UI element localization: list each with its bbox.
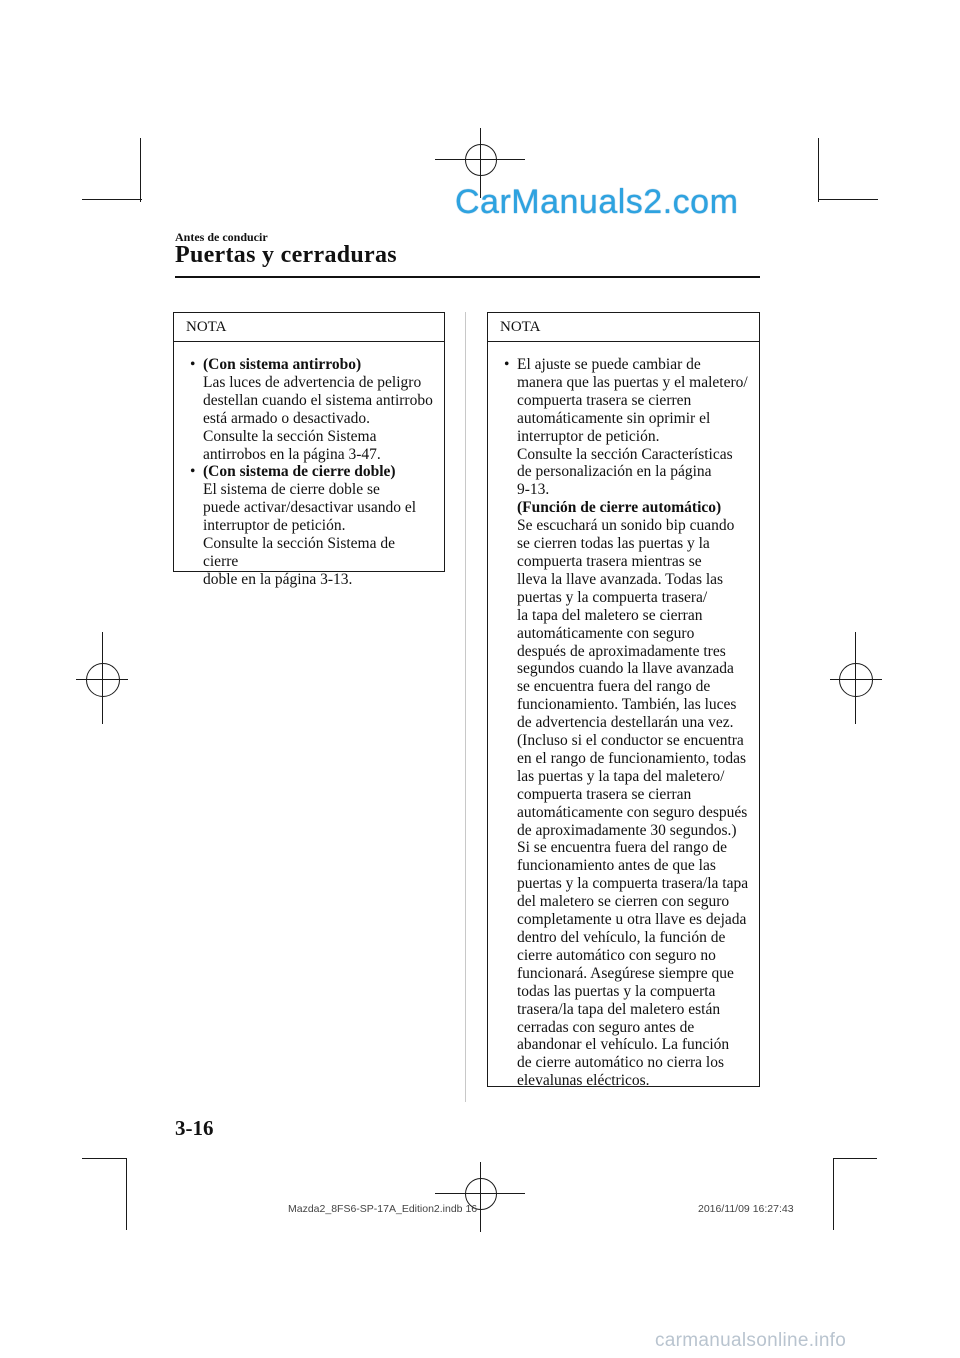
text-line: interruptor de petición.	[203, 517, 346, 535]
note-heading: NOTA	[174, 313, 444, 342]
footer-file-name: Mazda2_8FS6-SP-17A_Edition2.indb 16	[288, 1203, 478, 1215]
text-line: está armado o desactivado.	[203, 409, 370, 427]
note-box-left	[173, 312, 445, 588]
text-line: antirrobos en la página 3-47.	[203, 445, 381, 463]
text-line: (Incluso si el conductor se encuentra	[517, 732, 744, 750]
text-line: en el rango de funcionamiento, todas	[517, 749, 746, 767]
text-line: compuerta trasera se cierren	[517, 391, 692, 409]
text-line: se encuentra fuera del rango de	[517, 678, 711, 696]
note-item-heading: (Función de cierre automático)	[517, 499, 722, 517]
text-line: después de aproximadamente tres	[517, 642, 726, 660]
text-line: de aproximadamente 30 segundos.)	[517, 821, 737, 839]
text-line: trasera/la tapa del maletero están	[517, 1000, 721, 1018]
text-line: 9-13.	[517, 481, 550, 499]
bullet-icon: •	[190, 356, 196, 373]
text-line: doble en la página 3-13.	[203, 570, 353, 588]
text-line: Si se encuentra fuera del rango de	[517, 839, 728, 857]
text-line: funcionamiento. También, las luces	[517, 696, 737, 714]
text-line: automáticamente con seguro	[517, 624, 695, 642]
text-line: automáticamente sin oprimir el	[517, 409, 711, 427]
watermark-bottom: carmanualsonline.info	[655, 1330, 847, 1351]
note-box-right	[487, 312, 760, 1090]
text-line: segundos cuando la llave avanzada	[517, 660, 734, 678]
text-line: del maletero se cierren con seguro	[517, 893, 730, 911]
note-body	[174, 342, 444, 589]
note-heading: NOTA	[488, 313, 759, 342]
section-label: Antes de conducir	[175, 230, 268, 244]
bullet-icon: •	[504, 356, 510, 373]
text-line: completamente u otra llave es dejada	[517, 911, 747, 929]
column-divider	[465, 312, 466, 1102]
text-line: compuerta trasera mientras se	[517, 552, 702, 570]
text-line: funcionará. Asegúrese siempre que	[517, 964, 734, 982]
text-line: destellan cuando el sistema antirrobo	[203, 391, 433, 409]
text-line: El ajuste se puede cambiar de	[517, 356, 701, 373]
text-line: lleva la llave avanzada. Todas las	[517, 570, 724, 588]
text-line: todas las puertas y la compuerta	[517, 982, 716, 1000]
note-item-heading: (Con sistema antirrobo)	[203, 356, 362, 373]
page-number: 3-16	[175, 1116, 214, 1140]
text-line: se cierren todas las puertas y la	[517, 535, 710, 553]
text-line: de cierre automático no cierra los	[517, 1054, 724, 1072]
text-line: El sistema de cierre doble se	[203, 481, 380, 499]
watermark-logo: CarManuals2.com	[455, 183, 739, 221]
text-line: puertas y la compuerta trasera/la tapa	[517, 875, 749, 893]
text-line: cierre automático con seguro no	[517, 946, 716, 964]
text-line: abandonar el vehículo. La función	[517, 1036, 730, 1054]
title-rule	[175, 276, 760, 278]
note-item	[190, 463, 434, 588]
text-line: Las luces de advertencia de peligro	[203, 373, 422, 391]
text-line: manera que las puertas y el maletero/	[517, 373, 748, 391]
text-line: Consulte la sección Sistema de cierre	[203, 535, 395, 570]
text-line: funcionamiento antes de que las	[517, 857, 716, 875]
text-line: Consulte la sección Características	[517, 445, 733, 463]
note-item	[504, 356, 749, 1090]
text-line: las puertas y la tapa del maletero/	[517, 767, 725, 785]
text-line: puede activar/desactivar usando el	[203, 499, 417, 517]
text-line: compuerta trasera se cierran	[517, 785, 692, 803]
text-line: de personalización en la página	[517, 463, 712, 481]
page-title: Puertas y cerraduras	[175, 242, 397, 268]
text-line: la tapa del maletero se cierran	[517, 606, 703, 624]
text-line: puertas y la compuerta trasera/	[517, 588, 708, 606]
text-line: interruptor de petición.	[517, 427, 660, 445]
text-line: elevalunas eléctricos.	[517, 1072, 650, 1090]
text-line: automáticamente con seguro después	[517, 803, 748, 821]
text-line: Se escuchará un sonido bip cuando	[517, 517, 735, 535]
note-item-heading: (Con sistema de cierre doble)	[203, 463, 396, 481]
text-line: cerradas con seguro antes de	[517, 1018, 695, 1036]
text-line: dentro del vehículo, la función de	[517, 929, 726, 946]
bullet-icon: •	[190, 463, 196, 481]
note-body	[488, 342, 759, 1090]
text-line: Consulte la sección Sistema	[203, 427, 377, 445]
footer-timestamp: 2016/11/09 16:27:43	[698, 1203, 794, 1215]
text-line: de advertencia destellarán una vez.	[517, 714, 734, 732]
note-item	[190, 356, 434, 463]
